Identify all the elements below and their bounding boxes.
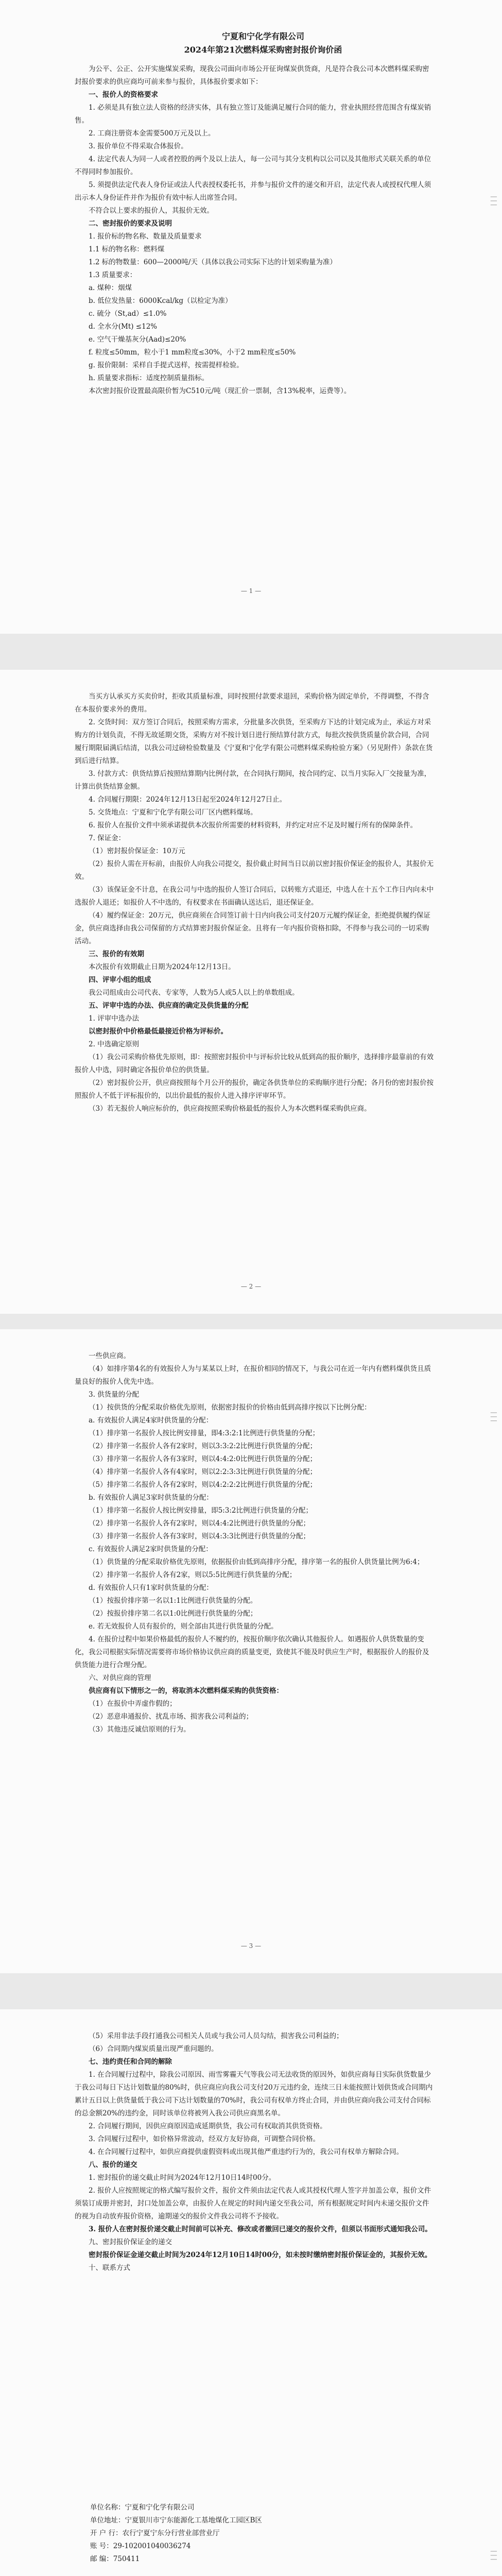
- scan-edge-mark: | | |: [491, 2550, 498, 2561]
- paragraph: 2. 报价人应按照规定的格式编写报价文件，报价文件须由法定代表人或其授权代理人签字并加盖公章，报价文件须装订成册并密封，封口处加盖公章，由报价人在规定的时间内递交至我公司，所有根据规定时间内未递交报价文件的视为自动放弃报价资格，逾期递交的报价文件我公司将不予接收。: [75, 2187, 431, 2221]
- paragraph: （5）采用非法手段打通我公司相关人员或与我公司人员勾结，损害我公司利益的；: [89, 2032, 343, 2040]
- paragraph: 2. 合同履行期间，因供应商原因造成延期供货，我公司有权取消其供货资格。: [89, 2122, 327, 2130]
- paragraph: （1）供货量的分配采取价格优先原则，依据报价由低到高排序分配，排序第一名的报价人供货量比例为6:4；: [89, 1558, 424, 1566]
- contact-line: 账 号：29-102001040036274: [90, 2542, 191, 2550]
- paragraph: 本次密封报价设置最高限价暂为C510元/吨（现汇价一票制，含13%税率，运费等）。: [89, 387, 351, 395]
- section-heading: 八、报价的递交: [89, 2161, 137, 2169]
- paragraph: a. 煤种：烟煤: [89, 284, 132, 292]
- paragraph: 3. 付款方式：供货结算后按照结算期内比例付款，在合同执行期间，按合同约定、以当月实际入厂交接量为准，计算出供货结算金额。: [75, 770, 431, 791]
- paragraph: 1. 评审中选办法: [89, 1014, 140, 1023]
- paragraph: （1）按报价排序第一名以1:1比例进行供货量的分配。: [89, 1597, 257, 1605]
- page-number: — 3 —: [240, 1942, 262, 1950]
- document-page-2: [0, 670, 502, 1314]
- paragraph: e. 若无效报价人员有报价的，则全部由其进行供货量的分配。: [89, 1622, 278, 1631]
- paragraph: （2）报价人需在开标前，由报价人向我公司提交，报价截止时间当日以前以密封报价保证金的报价人，其报价无效。: [75, 860, 434, 881]
- paragraph: （1）排序第一名报价人按比例安排量，即5:3:2比例进行供货量的分配；: [89, 1506, 313, 1515]
- paragraph: 1. 在合同履行过程中，除我公司原因、雨雪雾霾天气等我公司无法收货的原因外，如供应商每日实际供货数量少于我公司每日下达计划数量的80%时，供应商应向我公司支付20万元违约金，连续三日未能按照计划供货或合同期内累计五日以上供货量低于我公司下达计划数量的70%时，我公司有权单方终止合同，并由供应商向我公司支付合同标的总金额20%的违约金，同时该单位将被列入我公司供应商黑名单。: [75, 2071, 433, 2117]
- scan-edge-mark: | | |: [491, 196, 498, 206]
- document-title-main: 2024年第21次燃料煤采购密封报价询价函: [184, 45, 342, 55]
- paragraph: 6. 报价人在报价文件中须承诺提供本次报价所需要的材料资料，并约定对应不足及时履行所有的保障条件。: [89, 821, 418, 829]
- paragraph: b. 有效报价人满足3家时供货量的分配：: [89, 1494, 213, 1502]
- paragraph: （3）排序第一名报价人各有3家时，则以4:4:2:0比例进行供货量的分配；: [89, 1455, 317, 1463]
- paragraph: d. 有效报价人只有1家时供货量的分配：: [89, 1584, 213, 1592]
- paragraph: c. 有效报价人满足2家时供货量的分配：: [89, 1545, 213, 1553]
- paragraph: （2）排序第一名报价人各有2家，则以5:5比例进行供货量的分配；: [89, 1571, 297, 1579]
- page-1-content: [75, 30, 435, 398]
- page-gap: [0, 1314, 502, 1329]
- section-heading: 供应商有以下情形之一的，将取消本次燃料煤采购的供货资格：: [89, 1687, 283, 1695]
- paragraph: d. 全水分(Mt) ≤12%: [89, 323, 158, 331]
- paragraph: 不符合以上要求的报价人，其报价无效。: [89, 207, 214, 215]
- paragraph: 2. 工商注册资本金需要500万元及以上。: [89, 129, 215, 138]
- page-3-content: [75, 1350, 435, 1736]
- paragraph: （1）密封报价保证金：10万元: [89, 847, 185, 855]
- paragraph: 4. 法定代表人为同一人或者控股的两个及以上法人，每一公司与其分支机构以公司以及其他形式关联关系的单位不得同时参加报价。: [75, 155, 431, 176]
- paragraph: （4）排序第一名报价人各有4家时，则以2:2:3:3比例进行供货量的分配；: [89, 1468, 317, 1476]
- paragraph: 本次报价有效期截止日期为2024年12月13日。: [89, 963, 235, 971]
- paragraph: 5. 交货地点：宁夏和宁化学有限公司厂区内燃料煤场。: [89, 808, 257, 817]
- paragraph: （2）排序第一名报价人各有2家时，则以4:4:2比例进行供货量的分配；: [89, 1519, 310, 1528]
- paragraph: 九、密封报价保证金的递交: [89, 2238, 172, 2246]
- paragraph: 1. 密封报价的递交截止时间为2024年12月10日14时00分。: [89, 2174, 276, 2182]
- paragraph: （2）密封报价公开，供应商按照每个月公开的报价，确定各供货单位的采购顺序进行分配；各月份的密封报价按照报价人不低于评标报价的，以出价最低的报价人进入排序评审环节。: [75, 1079, 434, 1100]
- paragraph: b. 低位发热量：6000Kcal/kg（以检定为准）: [89, 297, 232, 305]
- paragraph: 5. 须提供法定代表人身份证或法人代表授权委托书，并参与报价文件的递交和开启，法定代表人或授权代理人须出示本人身份证件并作为报价有效中标人出席签合同。: [75, 181, 431, 202]
- paragraph: 3. 合同履行过程中，如价格异常波动，经双方友好协商，可调整合同价格。: [89, 2135, 320, 2143]
- section-heading: 五、评审中选的办法、供应商的确定及供货量的分配: [89, 1002, 249, 1010]
- paragraph: （4）履约保证金：20万元，供应商须在合同签订前十日内向我公司支付20万元履约保证金，拒绝提供履约保证金，供应商选择由我公司保留的方式结算密封报价保证金。且将有一年内报价资格扣除，不得参与我公司的一切采购活动。: [75, 911, 430, 945]
- paragraph: （1）排序第一名报价人按比例安排量，即4:3:2:1比例进行供货量的分配；: [89, 1429, 320, 1437]
- scan-edge-mark: | | |: [491, 1412, 498, 1422]
- paragraph: 为公平、公正、公开实施煤炭采购，现我公司面向市场公开征询煤炭供货商，凡是符合我公司本次燃料煤采购密封报价要求的供应商均可前来参与报价，具体报价要求如下：: [75, 65, 429, 86]
- paragraph: 4. 在报价过程中如果价格最低的报价人不履约的，按报价顺序依次确认其他报价人。如遇报价人供货数量的变化，我公司根据实际情况需要将市场价格协议供应商的质量变更，致使其不能及时供应生产时，根据报价人的报价及供货能力进行合理分配。: [75, 1635, 429, 1669]
- paragraph: 2. 交货时间：双方签订合同后，按照采购方需求，分批量多次供货，至采购方下达的计划完成为止，承运方对采购方的计划负责，不得无故延期交货，采购方对不按计划日进行预结算付款方式，每批次按供货质量价款合同，合同履行期限届满后结清，以我公司过磅检验数量及《宁夏和宁化学有限公司燃料煤采购检验方案》（另见附件）条款在货到后进行结算。: [75, 718, 433, 765]
- paragraph: 1.2 标的物数量：600—2000吨/天（具体以我公司实际下达的计划采购量为准）: [89, 258, 337, 266]
- document-page-3: [0, 1329, 502, 1973]
- contact-line: 单位地址：宁夏银川市宁东能源化工基地煤化工园区B区: [90, 2516, 262, 2524]
- page-2-content: [75, 690, 435, 1115]
- document-page-1: [0, 0, 502, 634]
- paragraph: c. 硫分（St,ad）≤1.0%: [89, 310, 167, 318]
- section-heading: 七、违约责任和合同的解除: [89, 2058, 172, 2066]
- section-heading: 密封报价保证金递交截止时间为2024年12月10日14时00分，如未按时缴纳密封报价保证金的，其报价无效。: [89, 2251, 432, 2259]
- section-heading: 二、密封报价的要求及说明: [89, 219, 172, 228]
- paragraph: （1）我公司采购价格优先原则，即：按照密封报价中与评标价比较从低到高的报价顺序，选择排序最靠前的有效报价人中选，同时确定各报价单位的供货量。: [75, 1053, 434, 1074]
- paragraph: a. 有效报价人满足4家时供货量的分配：: [89, 1416, 213, 1425]
- contact-line: 开 户 行：农行宁夏宁东分行营业部营业厅: [90, 2529, 220, 2537]
- contact-line: 邮 编：750411: [90, 2555, 140, 2563]
- paragraph: 十、联系方式: [89, 2264, 130, 2272]
- paragraph: 1. 报价标的物名称、数量及质量要求: [89, 232, 202, 241]
- paragraph: e. 空气干燥基灰分(Aad)≤20%: [89, 335, 186, 344]
- paragraph: （6）合同期内煤炭质量出现严重问题的。: [89, 2045, 218, 2053]
- paragraph: 3. 报价单位不得采取合体报价。: [89, 142, 188, 150]
- contact-line: 单位名称：宁夏和宁化学有限公司: [90, 2503, 195, 2512]
- paragraph: g. 报价限制：采样自手提式送样，按需提样检验。: [89, 361, 244, 369]
- paragraph: f. 粒度≤50mm，粒小于1 mm粒度≤30%，小于2 mm粒度≤50%: [89, 348, 296, 357]
- paragraph: （5）排序第二名报价人各有2家时，则以4:2:2:2比例进行供货量的分配；: [89, 1481, 317, 1489]
- paragraph: （3）其他违反诚信原则的行为。: [89, 1725, 191, 1734]
- paragraph: 4. 合同履行期限：2024年12月13日起至2024年12月27日止。: [89, 795, 287, 804]
- paragraph: 1.3 质量要求：: [89, 271, 137, 279]
- section-heading: 以密封报价中价格最低最接近价格为评标价。: [89, 1027, 228, 1036]
- paragraph: （2）排序第一名报价人各有2家时，则以3:3:2:2比例进行供货量的分配；: [89, 1442, 317, 1450]
- paragraph: 我公司组成由公司代表、专家等，人数为5人或5人以上的单数组成。: [89, 989, 299, 997]
- paragraph: h. 质量要求指标：适度控制质量指标。: [89, 374, 209, 382]
- paragraph: 7. 保证金：: [89, 834, 126, 842]
- page-gap: [0, 1973, 502, 2009]
- page-number: — 2 —: [240, 1283, 262, 1290]
- page-number: — 1 —: [240, 587, 262, 595]
- paragraph: （3）排序第一名报价人各有3家时，则以4:3:3比例进行供货量的分配；: [89, 1532, 310, 1540]
- paragraph: 1.1 标的物名称：燃料煤: [89, 245, 165, 253]
- page-gap: [0, 634, 502, 670]
- paragraph: 2. 中选确定原则: [89, 1040, 140, 1048]
- paragraph: （1）在报价中弄虚作假的；: [89, 1700, 177, 1708]
- paragraph: 六、对供应商的管理: [89, 1674, 151, 1682]
- section-heading: 3. 报价人在密封报价递交截止时间前可以补充、修改或者撤回已递交的报价文件，但须以书面形式通知我公司。: [89, 2225, 432, 2233]
- contact-block: [90, 2501, 451, 2566]
- paragraph: 3. 供货量的分配: [89, 1391, 140, 1399]
- paragraph: （4）如排序第4名的有效报价人为与某某以上时，在报价相同的情况下，与我公司在近一年内有燃料煤供货且质量良好的报价人优先中选。: [75, 1365, 431, 1386]
- paragraph: （1）按供货的分配采取价格优先原则，依据密封报价的价格由低到高排序按以下比例分配：: [89, 1403, 371, 1412]
- paragraph: 一些供应商。: [89, 1352, 130, 1360]
- paragraph: （3）若无报价人响应标价的，供应商按照采购价格最低的报价人为本次燃料煤采购供应商。: [89, 1105, 371, 1113]
- paragraph: （2）按报价排序第二名以1:0比例进行供货量的分配；: [89, 1609, 257, 1618]
- document-page-4: [0, 2009, 502, 2576]
- document-title-company: 宁夏和宁化学有限公司: [221, 31, 304, 41]
- paragraph: （3）该保证金不计息，在我公司与中选的报价人签订合同后，以转账方式退还，中选人在十五个工作日内向未中选报价人退还；如报价人不中选的，有权要求在书面确认送达后，退还保证金。: [75, 886, 434, 907]
- paragraph: 1. 必须是具有独立法人资格的经济实体，具有独立签订及能满足履行合同的能力，营业执照经营范围含有煤炭销售。: [75, 104, 431, 125]
- paragraph: 当买方认承买方买卖价时，拒收其质量标准，同时按照付款要求退回，采购价格为固定单价，不得调整，不得含在本报价要求外的费用。: [75, 692, 429, 714]
- paragraph: （2）恶意串通报价、扰乱市场、损害我公司利益的；: [89, 1713, 253, 1721]
- section-heading: 四、评审小组的组成: [89, 976, 151, 984]
- page-4-content: [75, 2030, 435, 2275]
- paragraph: 4. 在合同履行过程中，如供应商提供虚假资料或出现其他严重违约行为的，我公司有权单方解除合同。: [89, 2148, 404, 2156]
- section-heading: 三、报价的有效期: [89, 950, 144, 958]
- section-heading: 一、报价人的资格要求: [89, 91, 158, 99]
